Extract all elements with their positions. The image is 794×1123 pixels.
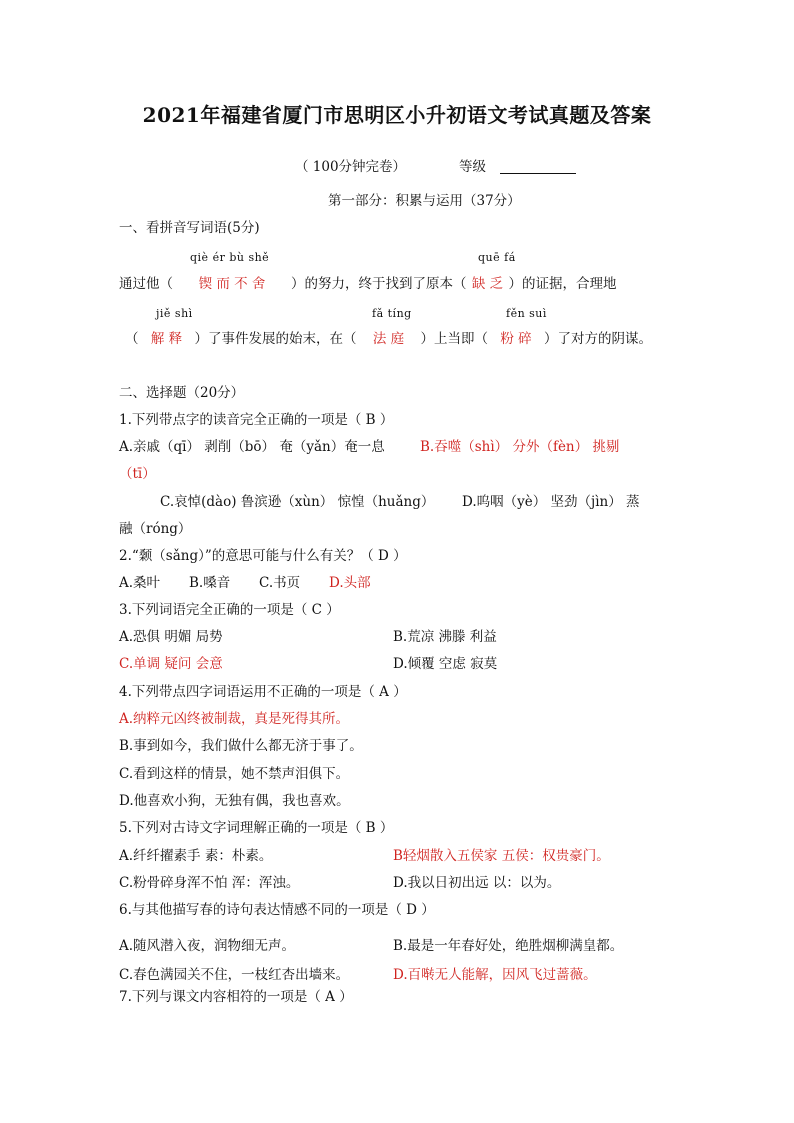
q4-option-a: A.纳粹元凶终被制裁，真是死得其所。 — [119, 711, 350, 727]
fill-line-2-mid2: ）上当即（ — [420, 331, 488, 347]
pinyin-qieerbushe: qiè ér bù shě — [190, 251, 270, 264]
page-title: 2021年福建省厦门市思明区小升初语文考试真题及答案 — [142, 103, 652, 127]
q6-option-a: A.随风潜入夜，润物细无声。 — [119, 938, 296, 954]
answer-qieerbushe: 锲 而 不 舍 — [198, 276, 266, 292]
q5-option-a: A.纤纤擢素手 素：朴素。 — [119, 848, 273, 864]
q2-option-d: D.头部 — [329, 575, 371, 591]
grade-blank — [500, 159, 576, 174]
q5-option-d: D.我以日初出远 以：以为。 — [393, 875, 561, 891]
q6-option-d: D.百啭无人能解，因风飞过蔷薇。 — [393, 967, 597, 983]
q2-option-a: A.桑叶 — [119, 575, 161, 591]
q6-stem: 6.与其他描写春的诗句表达情感不同的一项是（ D ） — [119, 902, 435, 918]
q1-option-c: C.哀悼(dào) 鲁滨逊（xùn） 惊惶（huǎng） — [160, 494, 435, 510]
answer-jieshi: 解 释 — [150, 331, 183, 347]
section2-heading: 二、选择题（20分） — [119, 385, 245, 401]
q7-stem: 7.下列与课文内容相符的一项是（ A ） — [119, 989, 353, 1005]
q4-option-b: B.事到如今，我们做什么都无济于事了。 — [119, 738, 363, 754]
q3-stem: 3.下列词语完全正确的一项是（ C ） — [119, 602, 340, 618]
q4-stem: 4.下列带点四字词语运用不正确的一项是（ A ） — [119, 684, 407, 700]
fill-line-1-pre: 通过他（ — [119, 276, 173, 292]
q1-option-a: A.亲戚（qī） 剥削（bō） 奄（yǎn）奄一息 — [119, 439, 385, 455]
q2-stem: 2.“颡（sǎng）”的意思可能与什么有关？（ D ） — [119, 548, 407, 564]
q3-option-c: C.单调 疑问 会意 — [119, 656, 223, 672]
pinyin-jieshi: jiě shì — [156, 307, 193, 320]
answer-fensui: 粉 碎 — [500, 331, 532, 347]
answer-fating: 法 庭 — [372, 331, 405, 347]
pinyin-fensui: fěn suì — [506, 307, 547, 320]
fill-line-1 — [119, 275, 617, 293]
q1-stem: 1.下列带点字的读音完全正确的一项是（ B ） — [119, 412, 394, 428]
pinyin-fating: fǎ tíng — [372, 307, 412, 320]
q1-option-b-cont: （tī） — [119, 466, 156, 482]
q5-stem: 5.下列对古诗文字词理解正确的一项是（ B ） — [119, 820, 394, 836]
fill-line-1-post: ）的证据，合理地 — [508, 276, 617, 292]
q4-option-d: D.他喜欢小狗，无独有偶，我也喜欢。 — [119, 793, 350, 809]
q1-option-d: D.呜咽（yè） 坚劲（jìn） 蒸 — [462, 494, 640, 510]
answer-quefa: 缺 乏 — [471, 276, 504, 292]
q2-option-b: B.嗓音 — [189, 575, 231, 591]
grade-label: 等级 — [459, 159, 486, 175]
q5-option-c: C.粉骨碎身浑不怕 浑：浑浊。 — [119, 875, 300, 891]
q3-option-a: A.恐俱 明媚 局势 — [119, 629, 223, 645]
q2-option-c: C.书页 — [259, 575, 301, 591]
section1-heading: 一、看拼音写词语(5分) — [119, 220, 260, 236]
q4-option-c: C.看到这样的情景，她不禁声泪俱下。 — [119, 766, 350, 782]
grade-field — [459, 158, 576, 176]
q3-option-b: B.荒凉 沸滕 利益 — [393, 629, 497, 645]
fill-line-2 — [125, 330, 652, 348]
part1-heading: 第一部分：积累与运用（37分） — [328, 193, 521, 209]
time-note: （ 100分钟完卷） — [295, 159, 407, 175]
q1-option-d-cont: 融（róng） — [119, 521, 192, 537]
q6-option-b: B.最是一年春好处，绝胜烟柳满皇都。 — [393, 938, 624, 954]
q5-option-b: B轻烟散入五侯家 五侯：权贵豪门。 — [393, 848, 610, 864]
q3-option-d: D.倾覆 空虑 寂莫 — [393, 656, 498, 672]
fill-line-2-mid1: ）了事件发展的始末，在（ — [194, 331, 357, 347]
q1-option-b: B.吞噬（shì） 分外（fèn） 挑剔 — [420, 439, 620, 455]
fill-line-1-mid: ）的努力，终于找到了原本（ — [291, 276, 467, 292]
fill-line-2-open: （ — [125, 331, 139, 347]
pinyin-quefa: quē fá — [478, 251, 516, 264]
fill-line-2-post: ）了对方的阴谋。 — [544, 331, 652, 347]
q6-option-c: C.春色满园关不住，一枝红杏出墙来。 — [119, 967, 350, 983]
